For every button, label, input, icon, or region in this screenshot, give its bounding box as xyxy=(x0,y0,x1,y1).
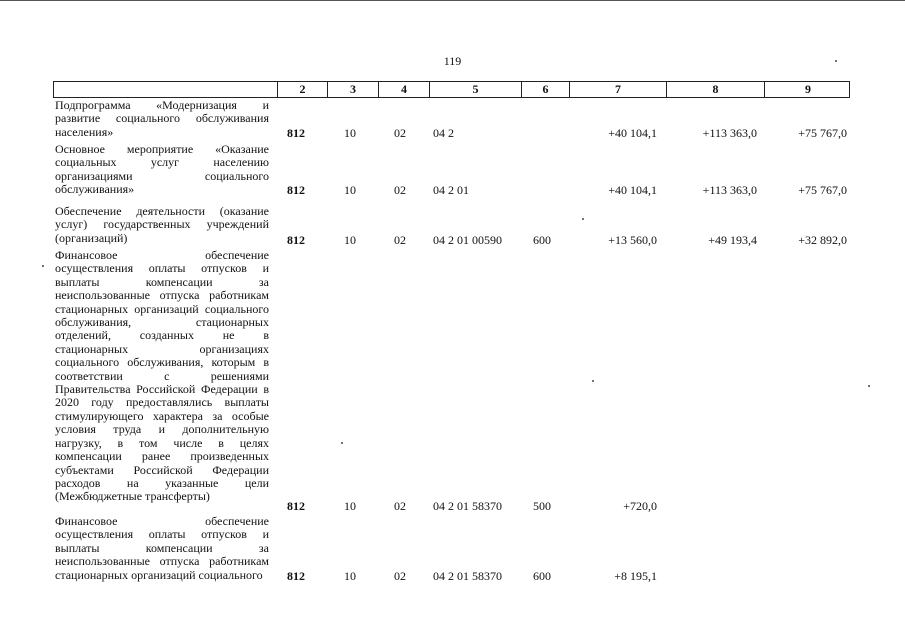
description-line: неиспользованные отпуска работникам xyxy=(55,554,269,569)
header-cell-7: 7 xyxy=(569,82,666,97)
cell-expense-type: 600 xyxy=(533,569,551,583)
cell-amount-1: +720,0 xyxy=(623,499,657,513)
description-line: организациями социального xyxy=(55,168,269,183)
description-line: стимулирующего характера за особые xyxy=(55,408,269,423)
cell-target-article: 04 2 01 xyxy=(433,183,469,197)
cell-expense-type: 600 xyxy=(533,233,551,247)
cell-amount-1: +8 195,1 xyxy=(614,569,657,583)
row-description xyxy=(55,99,269,139)
scan-speck xyxy=(592,380,594,382)
description-line: Подпрограмма «Модернизация и xyxy=(55,98,269,112)
cell-ministry-code: 812 xyxy=(287,126,305,140)
cell-amount-2: +113 363,0 xyxy=(702,126,757,140)
header-cell-3: 3 xyxy=(327,82,378,97)
description-line: 2020 году предоставлялись выплаты xyxy=(55,395,269,410)
description-line: отделений, созданных не в xyxy=(55,328,269,343)
header-cell-2: 2 xyxy=(277,82,327,97)
description-line: субъектами Российской Федерации xyxy=(55,462,269,477)
description-line: социального обслуживания, которым в xyxy=(55,355,269,370)
description-line: Финансовое обеспечение xyxy=(55,514,269,528)
cell-subsection: 02 xyxy=(394,499,406,513)
description-line: стационарных организаций социального xyxy=(55,301,269,316)
cell-section: 10 xyxy=(344,183,356,197)
description-line: неиспользованные отпуска работникам xyxy=(55,288,269,303)
scan-speck xyxy=(868,385,870,387)
cell-amount-2: +49 193,4 xyxy=(708,233,757,247)
description-line: осуществления оплаты отпусков и xyxy=(55,527,269,542)
description-line: (Межбюджетные трансферты) xyxy=(55,489,210,504)
cell-ministry-code: 812 xyxy=(287,183,305,197)
row-description xyxy=(55,143,269,197)
cell-amount-3: +75 767,0 xyxy=(798,126,847,140)
cell-amount-1: +13 560,0 xyxy=(608,233,657,247)
row-description xyxy=(55,515,269,582)
scan-speck xyxy=(42,265,44,267)
cell-section: 10 xyxy=(344,499,356,513)
table-header-row xyxy=(53,81,850,98)
scan-speck xyxy=(835,60,837,62)
description-line: социальных услуг населению xyxy=(55,155,269,170)
description-line: условия труда и дополнительную xyxy=(55,422,269,437)
header-cell-8: 8 xyxy=(666,82,764,97)
row-description xyxy=(55,205,269,245)
cell-amount-3: +32 892,0 xyxy=(798,233,847,247)
cell-ministry-code: 812 xyxy=(287,499,305,513)
scan-speck xyxy=(582,218,584,220)
cell-target-article: 04 2 xyxy=(433,126,454,140)
description-line: Правительства Российской Федерации в xyxy=(55,382,269,397)
cell-amount-3: +75 767,0 xyxy=(798,183,847,197)
page-top-border xyxy=(0,0,905,1)
cell-section: 10 xyxy=(344,569,356,583)
cell-target-article: 04 2 01 00590 xyxy=(433,233,502,247)
page-number: 119 xyxy=(443,54,462,68)
description-line: выплаты компенсации за xyxy=(55,540,269,555)
cell-amount-1: +40 104,1 xyxy=(608,183,657,197)
description-line: расходов на указанные цели xyxy=(55,475,269,490)
description-line: осуществления оплаты отпусков и xyxy=(55,261,269,276)
cell-amount-2: +113 363,0 xyxy=(702,183,757,197)
header-cell-5: 5 xyxy=(429,82,521,97)
cell-expense-type: 500 xyxy=(533,499,551,513)
cell-section: 10 xyxy=(344,233,356,247)
description-line: населения» xyxy=(55,124,114,139)
description-line: обслуживания» xyxy=(55,182,135,197)
cell-subsection: 02 xyxy=(394,183,406,197)
scan-speck xyxy=(341,442,343,444)
cell-subsection: 02 xyxy=(394,233,406,247)
cell-target-article: 04 2 01 58370 xyxy=(433,569,502,583)
cell-target-article: 04 2 01 58370 xyxy=(433,499,502,513)
row-description xyxy=(55,249,269,504)
cell-section: 10 xyxy=(344,126,356,140)
description-line: стационарных организациях xyxy=(55,341,269,356)
description-line: соответствии с решениями xyxy=(55,368,269,383)
description-line: услуг) государственных учреждений xyxy=(55,217,269,232)
header-cell-6: 6 xyxy=(521,82,569,97)
description-line: нагрузку, в том числе в целях xyxy=(55,435,269,450)
cell-ministry-code: 812 xyxy=(287,569,305,583)
header-cell-9: 9 xyxy=(764,82,851,97)
description-line: стационарных организаций социального xyxy=(55,567,263,582)
cell-subsection: 02 xyxy=(394,126,406,140)
description-line: выплаты компенсации за xyxy=(55,274,269,289)
description-line: развитие социального обслуживания xyxy=(55,111,269,126)
description-line: компенсации ранее произведенных xyxy=(55,449,269,464)
description-line: (организаций) xyxy=(55,230,128,245)
description-line: Финансовое обеспечение xyxy=(55,248,269,262)
header-cell-4: 4 xyxy=(378,82,429,97)
header-cell-1 xyxy=(54,82,277,97)
description-line: обслуживания, стационарных xyxy=(55,315,269,330)
cell-amount-1: +40 104,1 xyxy=(608,126,657,140)
description-line: Обеспечение деятельности (оказание xyxy=(55,204,269,218)
description-line: Основное мероприятие «Оказание xyxy=(55,142,269,156)
cell-subsection: 02 xyxy=(394,569,406,583)
cell-ministry-code: 812 xyxy=(287,233,305,247)
